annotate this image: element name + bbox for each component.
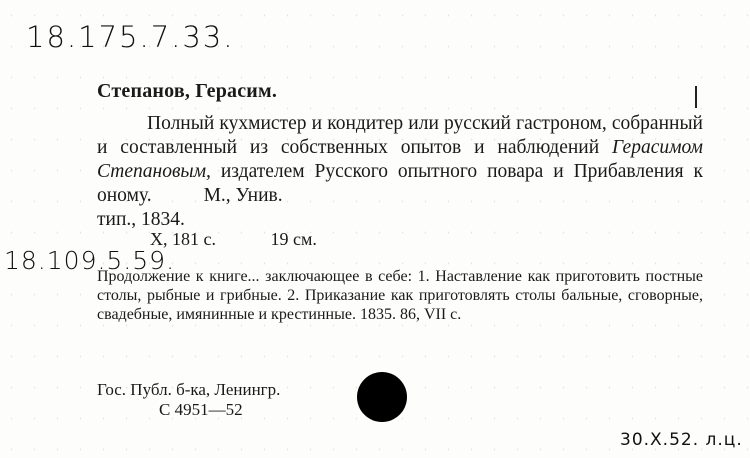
call-number-top: 18.175.7.33. bbox=[26, 20, 235, 54]
title-text-end: издателем Русского опытного повара и Прибавления к оному. bbox=[97, 161, 703, 206]
imprint-publisher-year: тип., 1834. bbox=[97, 209, 185, 230]
call-number-side: 18.109.5.59. bbox=[4, 246, 176, 275]
holding-library bbox=[97, 380, 280, 420]
ink-stamp bbox=[357, 372, 407, 422]
author-heading: Степанов, Герасим. bbox=[97, 80, 278, 102]
title-description bbox=[97, 112, 703, 232]
library-name: Гос. Публ. б-ка, Ленингр. bbox=[97, 380, 281, 399]
pagination: X, 181 с. bbox=[150, 229, 216, 249]
date-note: 30.X.52. л.ц. bbox=[620, 430, 743, 450]
imprint-place: М., Унив. bbox=[203, 185, 283, 206]
shelfmark: С 4951—52 bbox=[159, 400, 243, 419]
continuation-note: Продолжение к книге... заключающее в себе: 1. Наставление как приготовить постные столы, рыбные и грибные. 2. Приказание как приготовлять столы бальные, сговорные, свадебные, имянинные и крестинные. 1835. 86, VII с. bbox=[97, 268, 703, 323]
title-text: Полный кухмистер и кондитер или русский гастроном, собранный и составленный из собственных опытов и наблюдений bbox=[97, 113, 703, 158]
margin-mark bbox=[695, 86, 697, 108]
title-author-italic: Герасимом Степановым, bbox=[97, 137, 703, 182]
size: 19 см. bbox=[270, 229, 317, 249]
